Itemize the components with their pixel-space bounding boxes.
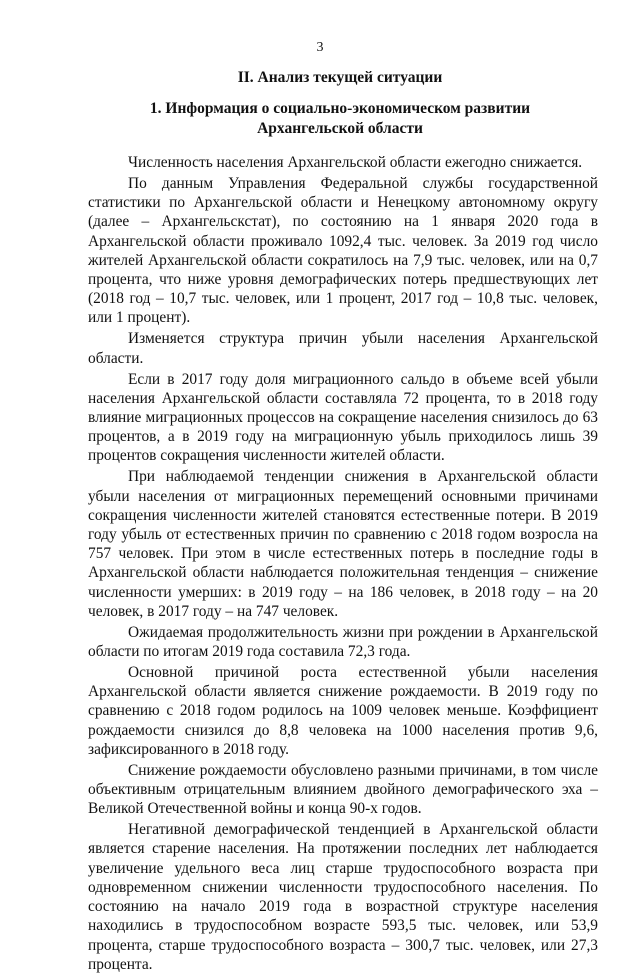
paragraph: Ожидаемая продолжительность жизни при рождении в Архангельской области по итогам 2019 года составила 72,3 года. — [88, 623, 598, 661]
paragraph: По данным Управления Федеральной службы государственной статистики по Архангельской области и Ненецкому автономному округу (далее – Архангельскстат), по состоянию на 1 января 2020 года в Архангельской области проживало 1092,4 тыс. человек. За 2019 год число жителей Архангельской области сократилось на 7,9 тыс. человек, или на 0,7 процента, что ниже уровня демографических потерь предшествующих лет (2018 год – 10,7 тыс. человек, или 1 процент, 2017 год – 10,8 тыс. человек, или 1 процент). — [88, 175, 598, 327]
paragraph: Снижение рождаемости обусловлено разными причинами, в том числе объективным отрицательным влиянием двойного демографического эха – Великой Отечественной войны и конца 90-х годов. — [88, 761, 598, 818]
paragraph: Основной причиной роста естественной убыли населения Архангельской области является снижение рождаемости. В 2019 году по сравнению с 2018 годом родилось на 1009 человек меньше. Коэффициент рождаемости снизился до 8,8 человека на 1000 населения против 9,6, зафиксированного в 2018 году. — [88, 664, 598, 758]
paragraph: Если в 2017 году доля миграционного сальдо в объеме всей убыли населения Архангельской области составляла 72 процента, то в 2018 году влияние миграционных процессов на сокращение населения снизилось до 63 процентов, а в 2019 году на миграционную убыль приходилось лишь 39 процентов сокращения численности жителей области. — [88, 370, 598, 465]
section-title: II. Анализ текущей ситуации — [237, 69, 443, 86]
body-text — [88, 153, 598, 974]
subsection-title — [80, 99, 600, 139]
page-number: 3 — [316, 40, 324, 55]
paragraph: Изменяется структура причин убыли населения Архангельской области. — [88, 330, 598, 367]
paragraph: Численность населения Архангельской области ежегодно снижается. — [128, 154, 583, 171]
subsection-title-line2: Архангельской области — [257, 120, 423, 137]
subsection-title-line1: 1. Информация о социально-экономическом развитии — [149, 100, 531, 117]
paragraph: При наблюдаемой тенденции снижения в Архангельской области убыли населения от миграционных перемещений основными причинами сокращения численности жителей становятся естественные потери. В 2019 году убыль от естественных причин по сравнению с 2018 годом возросла на 757 человек. При этом в числе естественных потерь в последние годы в Архангельской области наблюдается положительная тенденция – снижение численности умерших: в 2019 году – на 186 человек, в 2018 году – на 20 человек, в 2017 году – на 747 человек. — [88, 468, 598, 620]
paragraph: Негативной демографической тенденцией в Архангельской области является старение населения. На протяжении последних лет наблюдается увеличение удельного веса лиц старше трудоспособного возраста при одновременном снижении численности трудоспособного населения. По состоянию на начало 2019 года в возрастной структуре населения находились в трудоспособном возрасте 593,5 тыс. человек, или 53,9 процента, старше трудоспособного возраста – 300,7 тыс. человек, или 27,3 процента. — [88, 821, 598, 973]
